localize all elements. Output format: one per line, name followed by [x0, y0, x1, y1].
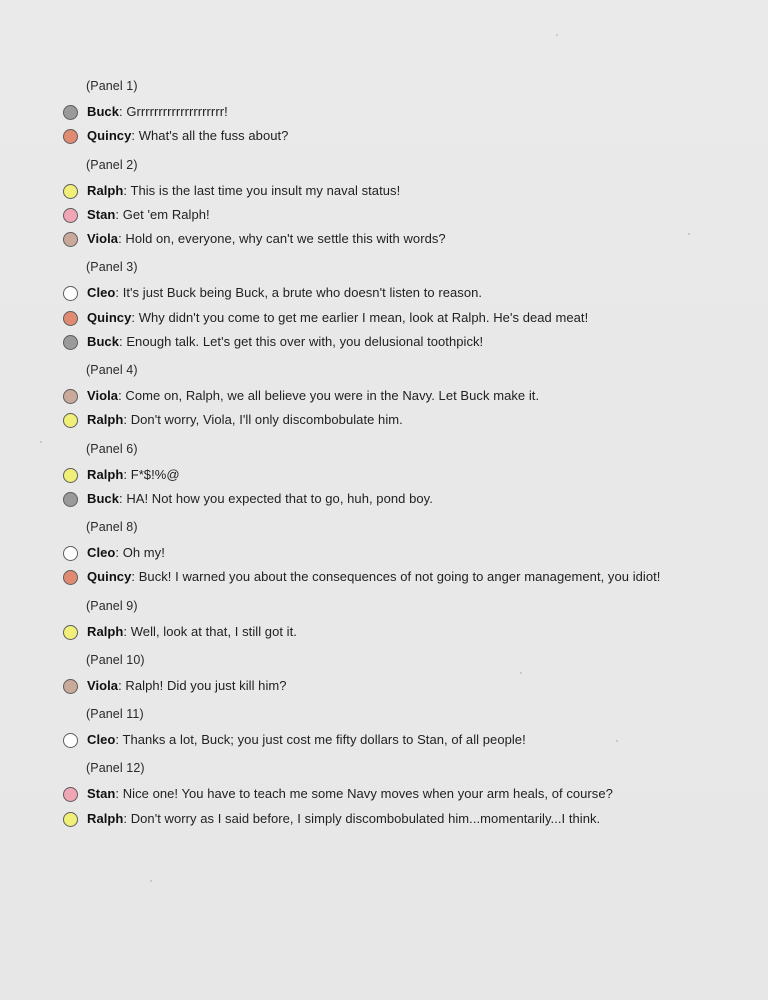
speaker-name: Cleo: [87, 545, 116, 560]
dialogue-line: [62, 384, 728, 408]
speaker-name: Stan: [87, 786, 116, 802]
speaker-line: Oh my!: [122, 545, 165, 560]
character-dot-icon: [63, 208, 78, 223]
character-dot-icon: [63, 232, 78, 247]
speaker-name: Quincy: [87, 569, 132, 585]
dialogue-text: Viola: Hold on, everyone, why can't we settle this with words?: [87, 231, 446, 246]
panel-label: (Panel 10): [86, 652, 145, 667]
speaker-line: Hold on, everyone, why can't we settle this with words?: [125, 231, 446, 246]
character-dot-icon: [63, 625, 78, 640]
character-dot-icon: [63, 468, 78, 483]
dialogue-line: [62, 782, 728, 806]
character-dot-icon: [63, 679, 78, 694]
dialogue-line: [62, 179, 728, 203]
speaker-line: Come on, Ralph, we all believe you were in the Navy. Let Buck make it.: [125, 388, 540, 403]
dialogue-line: [62, 203, 728, 227]
character-dot-icon: [63, 105, 78, 120]
dialogue-text: Ralph: Don't worry, Viola, I'll only discombobulate him.: [87, 412, 403, 428]
speaker-name: Buck: [87, 490, 119, 506]
script-body: [62, 70, 728, 960]
dialogue-line: [62, 463, 728, 487]
dialogue-text: Ralph: Don't worry as I said before, I simply discombobulated him...momentarily...I think.: [87, 810, 601, 826]
speaker-line: This is the last time you insult my naval status!: [130, 182, 401, 198]
speaker-name: Stan: [87, 206, 116, 222]
dialogue-line: [62, 408, 728, 432]
dialogue-line: [62, 565, 728, 589]
dialogue-line: [62, 100, 728, 124]
speaker-line: F*$!%@: [130, 466, 180, 482]
character-dot-icon: [63, 389, 78, 404]
character-dot-icon: [63, 129, 78, 144]
dialogue-text: Cleo: Thanks a lot, Buck; you just cost me fifty dollars to Stan, of all people!: [87, 732, 526, 747]
speaker-name: Viola: [87, 388, 119, 403]
speaker-line: Thanks a lot, Buck; you just cost me fifty dollars to Stan, of all people!: [122, 732, 526, 747]
speaker-name: Cleo: [87, 285, 116, 301]
speaker-line: Well, look at that, I still got it.: [130, 623, 297, 639]
dialogue-line: [62, 487, 728, 511]
dialogue-line: [62, 620, 728, 644]
speaker-line: It's just Buck being Buck, a brute who doesn't listen to reason.: [122, 285, 483, 301]
dialogue-text: Cleo: Oh my!: [87, 545, 165, 560]
panel-label: (Panel 8): [86, 520, 138, 534]
dialogue-text: Stan: Get 'em Ralph!: [87, 206, 210, 222]
character-dot-icon: [63, 413, 78, 428]
dialogue-line: [62, 306, 728, 330]
speaker-line: Get 'em Ralph!: [122, 206, 210, 222]
dialogue-text: Ralph: Well, look at that, I still got it.: [87, 623, 297, 639]
character-dot-icon: [63, 787, 78, 802]
dialogue-text: Ralph: F*$!%@: [87, 466, 180, 482]
dialogue-text: Viola: Ralph! Did you just kill him?: [87, 677, 287, 693]
panel-label: (Panel 2): [86, 157, 138, 172]
dialogue-line: [62, 330, 728, 354]
dialogue-line: [62, 281, 728, 305]
dialogue-text: Quincy: Why didn't you come to get me earlier I mean, look at Ralph. He's dead meat!: [87, 309, 589, 325]
dialogue-line: [62, 541, 728, 565]
speaker-line: Don't worry, Viola, I'll only discombobulate him.: [130, 412, 403, 428]
speaker-name: Buck: [87, 333, 119, 349]
speaker-name: Quincy: [87, 128, 132, 144]
speaker-line: What's all the fuss about?: [138, 128, 289, 144]
dialogue-line: [62, 728, 728, 752]
panel-label: (Panel 9): [86, 598, 138, 613]
speaker-name: Ralph: [87, 412, 124, 428]
dialogue-line: [62, 807, 728, 831]
character-dot-icon: [63, 546, 78, 561]
speaker-name: Ralph: [87, 182, 124, 198]
panel-label: (Panel 4): [86, 363, 138, 377]
character-dot-icon: [63, 184, 78, 199]
speaker-name: Ralph: [87, 810, 124, 826]
speaker-name: Viola: [87, 677, 119, 693]
speaker-name: Ralph: [87, 466, 124, 482]
dialogue-text: Viola: Come on, Ralph, we all believe you were in the Navy. Let Buck make it.: [87, 388, 540, 403]
speaker-line: Don't worry as I said before, I simply discombobulated him...momentarily...I think.: [130, 810, 601, 826]
dialogue-text: Quincy: What's all the fuss about?: [87, 128, 289, 144]
dialogue-text: Ralph: This is the last time you insult my naval status!: [87, 182, 401, 198]
speaker-line: Grrrrrrrrrrrrrrrrrrrr!: [126, 104, 228, 119]
dialogue-line: [62, 227, 728, 251]
dialogue-line: [62, 674, 728, 698]
speaker-name: Cleo: [87, 732, 116, 747]
dialogue-text: Cleo: It's just Buck being Buck, a brute who doesn't listen to reason.: [87, 285, 483, 301]
speaker-name: Buck: [87, 104, 119, 119]
speaker-line: Why didn't you come to get me earlier I mean, look at Ralph. He's dead meat!: [138, 309, 589, 325]
dialogue-text: Buck: Grrrrrrrrrrrrrrrrrrrr!: [87, 104, 228, 119]
character-dot-icon: [63, 286, 78, 301]
panel-label: (Panel 11): [86, 707, 144, 721]
dialogue-line: [62, 124, 728, 148]
speaker-name: Ralph: [87, 623, 124, 639]
dialogue-text: Quincy: Buck! I warned you about the consequences of not going to anger management, you idiot!: [87, 569, 661, 585]
panel-label: (Panel 12): [86, 761, 145, 776]
speaker-line: HA! Not how you expected that to go, huh, pond boy.: [126, 490, 433, 506]
dialogue-text: Buck: HA! Not how you expected that to go, huh, pond boy.: [87, 490, 433, 506]
speaker-line: Enough talk. Let's get this over with, you delusional toothpick!: [126, 333, 484, 349]
panel-label: (Panel 6): [86, 441, 138, 456]
dialogue-text: Buck: Enough talk. Let's get this over with, you delusional toothpick!: [87, 333, 484, 349]
speaker-line: Nice one! You have to teach me some Navy moves when your arm heals, of course?: [122, 786, 613, 802]
character-dot-icon: [63, 733, 78, 748]
character-dot-icon: [63, 570, 78, 585]
character-dot-icon: [63, 812, 78, 827]
character-dot-icon: [63, 335, 78, 350]
character-dot-icon: [63, 311, 78, 326]
panel-label: (Panel 3): [86, 260, 138, 275]
speaker-line: Buck! I warned you about the consequences of not going to anger management, you idiot!: [138, 569, 661, 585]
speaker-line: Ralph! Did you just kill him?: [125, 677, 287, 693]
speaker-name: Quincy: [87, 309, 132, 325]
panel-label: (Panel 1): [86, 79, 138, 93]
character-dot-icon: [63, 492, 78, 507]
speaker-name: Viola: [87, 231, 119, 246]
dialogue-text: Stan: Nice one! You have to teach me some Navy moves when your arm heals, of course?: [87, 786, 613, 802]
